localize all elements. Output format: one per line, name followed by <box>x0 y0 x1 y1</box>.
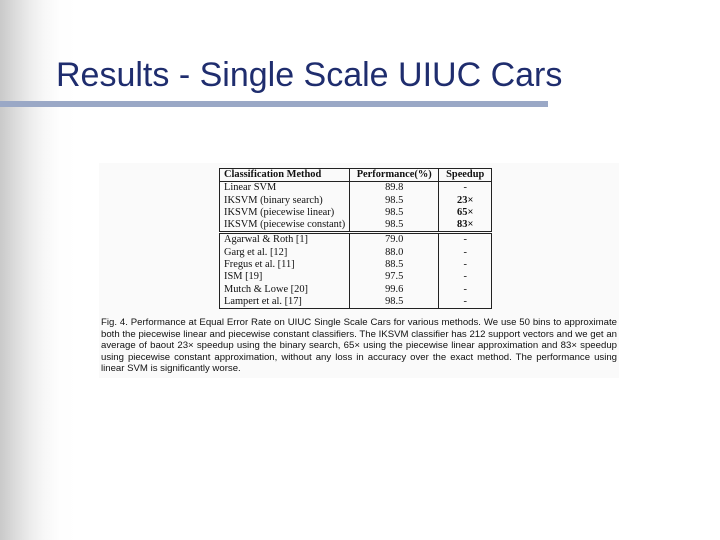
method-cell: Garg et al. [12] <box>220 247 350 259</box>
table-header-row <box>220 169 492 182</box>
method-cell: Linear SVM <box>220 182 350 195</box>
table-row <box>220 271 492 283</box>
speedup-cell: - <box>439 247 492 259</box>
speedup-cell: - <box>439 182 492 195</box>
table-row <box>220 233 492 247</box>
slide-title: Results - Single Scale UIUC Cars <box>56 56 563 94</box>
speedup-cell: 65× <box>439 207 492 219</box>
method-cell: Lampert et al. [17] <box>220 296 350 309</box>
performance-cell: 99.6 <box>350 284 439 296</box>
speedup-cell: - <box>439 233 492 247</box>
performance-cell: 89.8 <box>350 182 439 195</box>
performance-cell: 98.5 <box>350 296 439 309</box>
table-row <box>220 207 492 219</box>
results-table <box>219 168 492 309</box>
performance-cell: 98.5 <box>350 219 439 233</box>
speedup-cell: - <box>439 259 492 271</box>
table-row <box>220 296 492 309</box>
header-method: Classification Method <box>220 169 350 182</box>
performance-cell: 88.0 <box>350 247 439 259</box>
speedup-cell: 23× <box>439 195 492 207</box>
method-cell: Mutch & Lowe [20] <box>220 284 350 296</box>
speedup-cell: - <box>439 296 492 309</box>
performance-cell: 98.5 <box>350 207 439 219</box>
method-cell: Agarwal & Roth [1] <box>220 233 350 247</box>
table-row <box>220 182 492 195</box>
figure-image <box>99 163 619 378</box>
speedup-cell: - <box>439 271 492 283</box>
method-cell: ISM [19] <box>220 271 350 283</box>
method-cell: IKSVM (binary search) <box>220 195 350 207</box>
table-row <box>220 247 492 259</box>
speedup-cell: 83× <box>439 219 492 233</box>
method-cell: IKSVM (piecewise linear) <box>220 207 350 219</box>
table-row <box>220 195 492 207</box>
header-performance: Performance(%) <box>350 169 439 182</box>
method-cell: Fregus et al. [11] <box>220 259 350 271</box>
table-row <box>220 219 492 233</box>
speedup-cell: - <box>439 284 492 296</box>
performance-cell: 97.5 <box>350 271 439 283</box>
figure-caption: Fig. 4. Performance at Equal Error Rate on UIUC Single Scale Cars for various methods. We use 50 bins to approximate both the piecewise linear and piecewise constant classifiers. The IKSVM classifier has 212 support vectors and we get an average of baout 23× speedup using the binary search, 65× using the piecewise linear approximation and 83× speedup using piecewise constant approximation, without any loss in accuracy over the exact method. The performance using linear SVM is significantly worse. <box>101 317 617 375</box>
performance-cell: 98.5 <box>350 195 439 207</box>
table-row <box>220 259 492 271</box>
title-underline <box>0 101 548 107</box>
performance-cell: 88.5 <box>350 259 439 271</box>
table-row <box>220 284 492 296</box>
method-cell: IKSVM (piecewise constant) <box>220 219 350 233</box>
header-speedup: Speedup <box>439 169 492 182</box>
performance-cell: 79.0 <box>350 233 439 247</box>
